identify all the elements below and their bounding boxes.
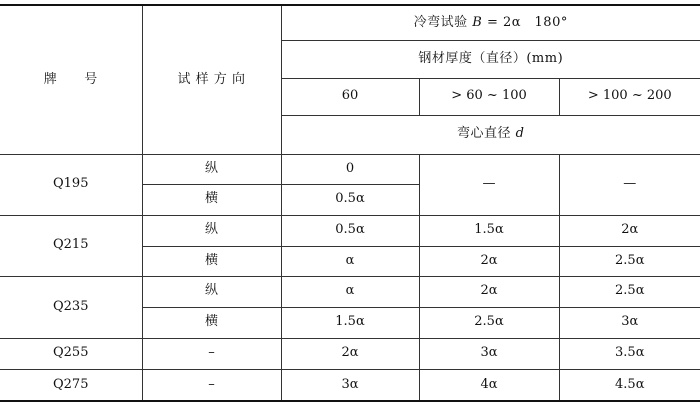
value-cell-60-100: 3α — [419, 338, 559, 369]
header-col-60: 60 — [281, 78, 419, 115]
table-row — [0, 276, 700, 307]
value-cell-60-100: — — [419, 154, 559, 215]
table-row — [0, 338, 700, 369]
table-row — [0, 369, 700, 401]
header-col-60-100: > 60 ~ 100 — [419, 78, 559, 115]
direction-cell: 横 — [142, 307, 281, 338]
value-cell-100-200: 4.5α — [559, 369, 700, 401]
direction-cell: – — [142, 369, 281, 401]
grade-cell: Q255 — [0, 338, 142, 369]
header-mandrel-diameter: 弯心直径 d — [281, 115, 700, 154]
value-cell-60: α — [281, 276, 419, 307]
value-cell-60: 3α — [281, 369, 419, 401]
direction-cell: 横 — [142, 246, 281, 276]
table-row — [0, 154, 700, 184]
value-cell-60: α — [281, 246, 419, 276]
direction-cell: 纵 — [142, 215, 281, 246]
value-cell-100-200: — — [559, 154, 700, 215]
value-cell-100-200: 2.5α — [559, 276, 700, 307]
direction-cell: 纵 — [142, 154, 281, 184]
grade-cell: Q235 — [0, 276, 142, 338]
value-cell-60: 0 — [281, 154, 419, 184]
grade-cell: Q195 — [0, 154, 142, 215]
header-direction: 试 样 方 向 — [142, 5, 281, 154]
header-grade: 牌 号 — [0, 5, 142, 154]
value-cell-60: 0.5α — [281, 184, 419, 215]
grade-cell: Q215 — [0, 215, 142, 276]
value-cell-60: 2α — [281, 338, 419, 369]
table-row — [0, 215, 700, 246]
value-cell-60-100: 1.5α — [419, 215, 559, 246]
value-cell-60-100: 4α — [419, 369, 559, 401]
value-cell-60: 0.5α — [281, 215, 419, 246]
value-cell-100-200: 3.5α — [559, 338, 700, 369]
header-thickness: 钢材厚度（直径）(mm) — [281, 40, 700, 78]
value-cell-100-200: 3α — [559, 307, 700, 338]
header-col-100-200: > 100 ~ 200 — [559, 78, 700, 115]
direction-cell: 横 — [142, 184, 281, 215]
grade-cell: Q275 — [0, 369, 142, 401]
direction-cell: 纵 — [142, 276, 281, 307]
header-bend-test: 冷弯试验 B = 2α 180° — [281, 5, 700, 40]
value-cell-60-100: 2α — [419, 246, 559, 276]
direction-cell: – — [142, 338, 281, 369]
value-cell-60: 1.5α — [281, 307, 419, 338]
bend-test-table — [0, 4, 700, 402]
value-cell-60-100: 2.5α — [419, 307, 559, 338]
value-cell-100-200: 2.5α — [559, 246, 700, 276]
value-cell-100-200: 2α — [559, 215, 700, 246]
value-cell-60-100: 2α — [419, 276, 559, 307]
